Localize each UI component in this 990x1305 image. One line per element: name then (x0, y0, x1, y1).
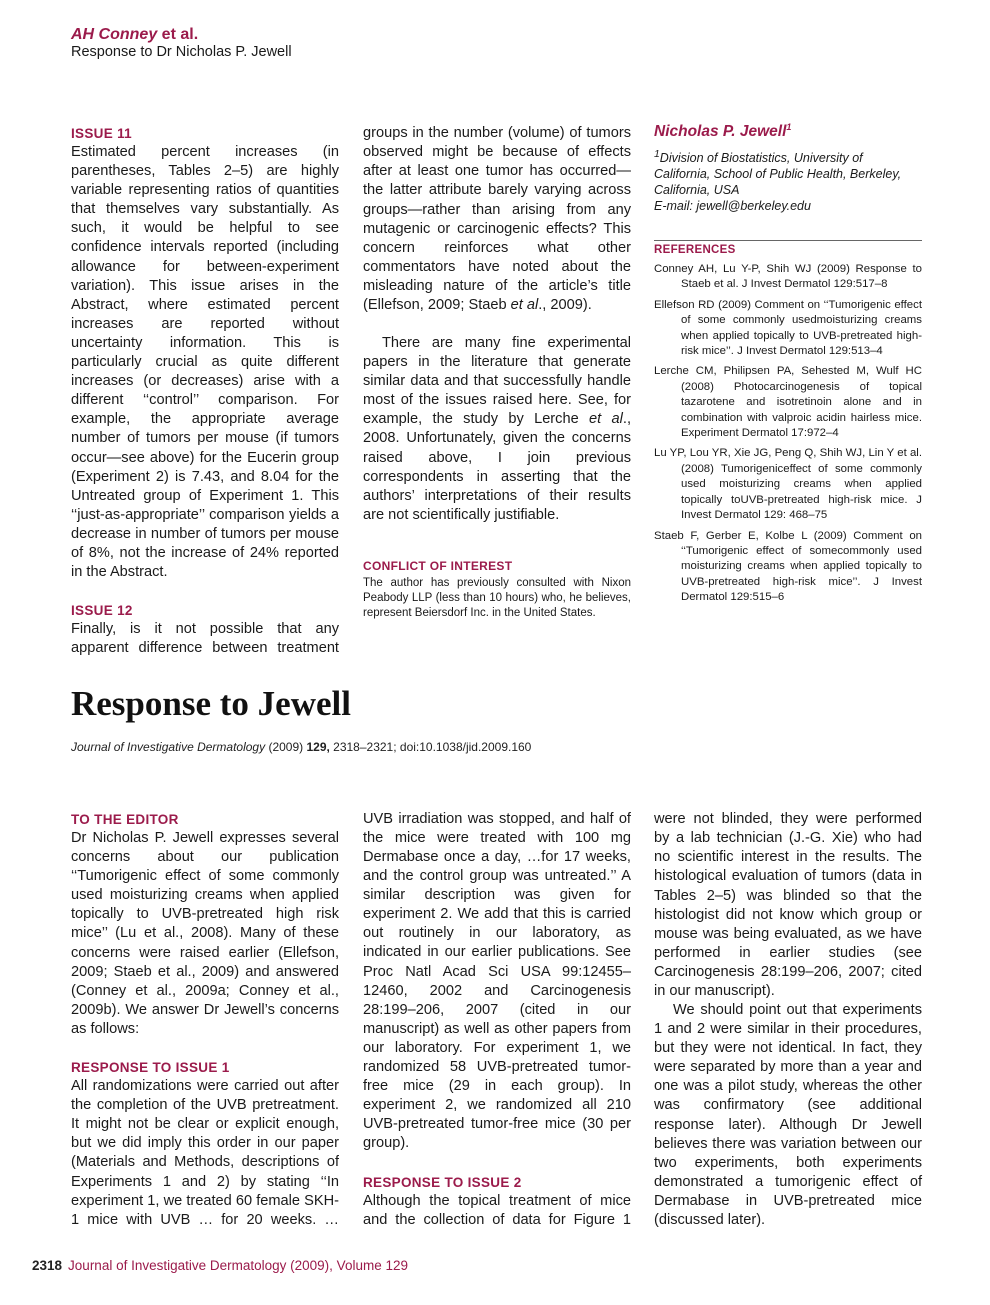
author-name: AH Conney (71, 26, 158, 43)
running-header-author (71, 26, 198, 44)
affiliation: $^1$Division of Biostatistics, University of California, School of Public Health, Berkeley, California, USA (654, 149, 902, 198)
references-heading: REFERENCES (654, 244, 736, 256)
letter-column-1 (71, 124, 339, 658)
response-title: Response to Jewell (71, 684, 351, 723)
reference-item: Lerche CM, Philipsen PA, Sehested M, Wulf HC (2008) Photocarcinogenesis of topical tazarotene and isotretinoin alone and in combination with valproic acidin hairless mice. Experiment Dermatol 17:972–4 (654, 365, 922, 440)
author-etal: et al. (157, 26, 199, 43)
response-1-text-continued: UVB irradiation was stopped, and half of the mice were treated with 100 mg Dermabase once a day, …for 17 weeks, and the control group was untreated.’’ A similar description was given for experiment 2. We add that this is carried out routinely in our laboratory, as indicated in our earlier publications. See Proc Natl Acad Sci USA 99:12455–12460, 2002 and Carcinogenesis 28:199–206, 2007 (cited in our manuscript) as well as other papers from our laboratory. For experiment 1, we randomized 58 UVB-pretreated tumor-free mice (29 in each group). In experiment 2, we randomized all 210 UVB-pretreated tumor-free mice (30 per group). (363, 810, 631, 1152)
response-citation: Journal of Investigative Dermatology (2009) 129, 2318–2321; doi:10.1038/jid.2009.160 (71, 740, 532, 754)
response-2-paragraph-2: We should point out that experiments 1 and 2 were similar in their procedures, but they were not identical. In fact, they were separated by more than a year and one was a pilot study, whereas the other was confirmatory (see additional response later). Although Dr Jewell believes there was variation between our two experiments, both experiments demonstrated a tumorigenic effect of Dermabase in UVB-pretreated mice (discussed later). (654, 1002, 922, 1229)
editor-text: Dr Nicholas P. Jewell expresses several concerns about our publication ‘‘Tumorigenic effect of some commonly used moisturizing creams when applied topically to UVB-pretreated high risk mice’’ (Lu et al., 2008). Many of these concerns were raised earlier (Ellefson, 2009; Staeb et al., 2009) and answered (Conney et al., 2009a; Conney et al., 2009b). We answer Dr Jewell’s concerns as follows: (71, 830, 339, 1037)
issue-11-text: Estimated percent increases (in parentheses, Tables 2–5) are highly variable representing ratios of quantities that themselves vary substantially. As such, it would be helpful to see confidence intervals reported (including allowance for between-experiment variation). This issue arises in the Abstract, where estimated percent increases are reported without uncertainty information. This is particularly crucial as quite different increases (or decreases) arise with a different ‘‘control’’ comparison. For example, the appropriate average number of tumors per mouse (if tumors occur—see above) for the Eucerin group (Experiment 2) is 7.43, and 8.04 for the Untreated group of Experiment 1. This ‘‘just-as-appropriate’’ comparison yields a decrease in number of tumors per mouse of 8%, not the increase of 24% reported in the Abstract. (71, 144, 339, 581)
editor-heading: TO THE EDITOR (71, 812, 179, 827)
footer-journal: Journal of Investigative Dermatology (2009), Volume 129 (68, 1258, 408, 1273)
page-footer (32, 1258, 408, 1273)
references-divider (654, 240, 922, 241)
response-2-heading: RESPONSE TO ISSUE 2 (363, 1175, 522, 1190)
response-column-3 (654, 810, 922, 1230)
reference-item: Staeb F, Gerber E, Kolbe L (2009) Comment on ‘‘Tumorigenic effect of somecommonly used moisturizing creams when applied topically to UVB-pretreated high-risk mice’’. J Invest Dermatol 129:515–6 (654, 529, 922, 604)
running-header-subtitle: Response to Dr Nicholas P. Jewell (71, 44, 292, 60)
response-1-continued-clip (363, 810, 631, 1154)
issue-12-text-clip (71, 620, 339, 658)
reference-item: Ellefson RD (2009) Comment on ‘‘Tumorigenic effect of some commonly usedmoisturizing creams when applied topically to UVB-pretreated high-risk mice’’. J Invest Dermatol 129:513–4 (654, 298, 922, 358)
response-2-text-start: Although the topical treatment of mice and the collection of data for Figure 1 (363, 1193, 631, 1229)
closing-paragraph: There are many fine experimental papers in the literature that generate similar data and that successfully handle most of the issues raised here. See, for example, the study by Lerche et al., 2008. Unfortunately, given the concerns raised above, I join previous correspondents in asserting that the authors’ interpretations of their results are not scientifically justifiable. (363, 335, 631, 523)
response-column-2 (363, 810, 631, 1230)
response-1-text-start: All randomizations were carried out after the completion of the UVB pretreatment. It might not be clear or explicit enough, but we did imply this order in our paper (Materials and Methods, descriptions of Experiments 1 and 2) by stating ‘‘In experiment 1, we treated 60 female SKH-1 mice with UVB … for 20 weeks. … (71, 1078, 339, 1228)
issue-12-continued-clip (363, 124, 631, 334)
references-section (654, 244, 922, 611)
response-2-clip (363, 1192, 631, 1230)
author-email: E-mail: jewell@berkeley.edu (654, 199, 811, 214)
response-column-1 (71, 810, 339, 1230)
issue-12-text-start: Finally, is it not possible that any apparent difference between treatment (71, 621, 339, 657)
response-1-clip (71, 1077, 339, 1230)
letter-column-3 (654, 122, 922, 214)
response-2-continued-clip (654, 810, 922, 1001)
issue-12-text-continued: groups in the number (volume) of tumors observed might be because of effects after at least one tumor has occurred—the latter attribute barely varying across groups—rather than arising from any mutagenic or carcinogenic effects? This concern reinforces what other commentators have noted about the misleading nature of the article’s title (Ellefson, 2009; Staeb et al., 2009). (363, 125, 631, 314)
conflict-heading: CONFLICT OF INTEREST (363, 558, 513, 573)
response-1-heading: RESPONSE TO ISSUE 1 (71, 1060, 230, 1076)
conflict-text: The author has previously consulted with Nixon Peabody LLP (less than 10 hours) who, he believes, represent Beiersdorf Inc. in the United States. (363, 577, 631, 620)
reference-item: Conney AH, Lu Y-P, Shih WJ (2009) Response to Staeb et al. J Invest Dermatol 129:517–8 (654, 263, 922, 291)
response-2-text-continued: were not blinded, they were performed by a lab technician (J.-G. Xie) who had no scientific interest in the results. The histological evaluation of tumors (data in Tables 2–5) was blinded so that the histologist did not know which group or mouse was being evaluated, as we have performed in earlier studies (see Carcinogenesis 28:199–206, 2007; cited in our manuscript). (654, 811, 922, 1000)
letter-author: Nicholas P. Jewell$^1$ (654, 122, 792, 141)
issue-11-heading: ISSUE 11 (71, 126, 132, 141)
letter-column-2 (363, 124, 631, 622)
reference-item: Lu YP, Lou YR, Xie JG, Peng Q, Shih WJ, Lin Y et al. (2008) Tumorigeniceffect of some commonly used moisturizing creams when applied topically toUVB-pretreated high-risk mice. J Invest Dermatol 129: 468–75 (654, 447, 922, 522)
page-number: 2318 (32, 1258, 63, 1273)
issue-12-heading: ISSUE 12 (71, 603, 133, 619)
